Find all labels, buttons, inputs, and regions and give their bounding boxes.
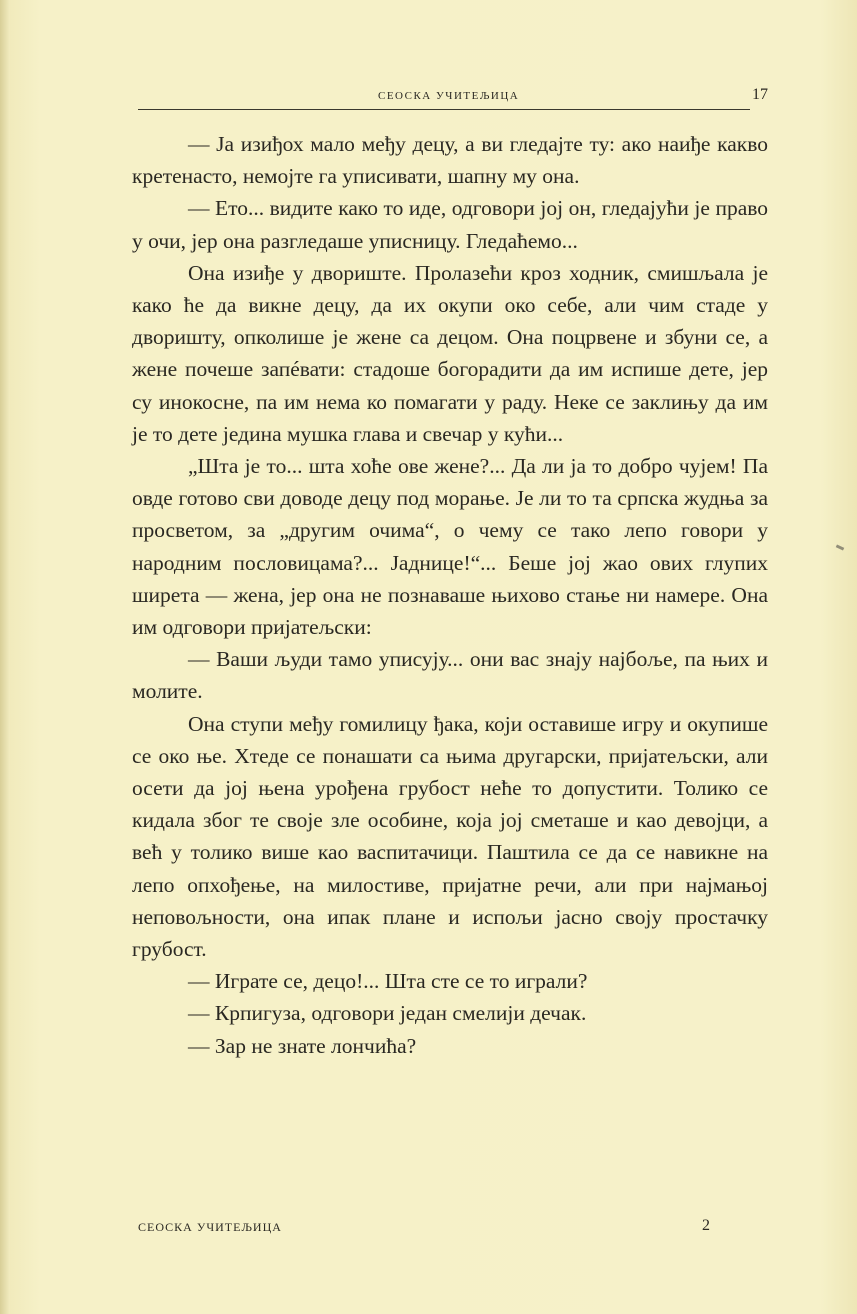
paragraph: — Крпигуза, одговори један смелији дечак.: [188, 1001, 587, 1026]
paragraph: — Играте се, децо!... Шта сте се то играли?: [188, 969, 588, 994]
page-number: 17: [752, 86, 768, 103]
paragraph: Она изиђе у двориште. Пролазећи кроз ходник, смишљала је како ће да викне децу, да их окупи око себе, али чим стаде у дворишту, опколише је жене са децом. Она поцрвене и збуни се, а жене почеше запéвати: стадоше богорадити да им испише дете, јер су инокосне, па им нема ко помагати у раду. Неке се заклињу да им је то дете једина мушка глава и свечар у кући...: [132, 260, 768, 446]
paragraph: — Ваши људи тамо уписују... они вас знају најбоље, па њих и молите.: [132, 647, 768, 704]
sheet-number: 2: [702, 1217, 710, 1234]
page-binding-edge: [0, 0, 10, 1314]
page-header: [138, 86, 768, 112]
paragraph: — Ја изиђох мало међу децу, а ви гледајте ту: ако наиђе какво кретенасто, немојте га уписивати, шапну му она.: [132, 132, 768, 189]
paragraph: „Шта је то... шта хоће ове жене?... Да ли ја то добро чујем! Па овде готово сви доводе децу под морање. Је ли то та српска жудња за просветом, за „другим очима“, о чему се тако лепо говори у народним пословицама?... Јаднице!“... Беше јој жао ових глупих ширета — жена, јер она не познаваше њихово стање ни намере. Она им одговори пријатељски:: [132, 454, 768, 640]
header-rule: [138, 109, 750, 110]
paragraph: Она ступи међу гомилицу ђака, који оставише игру и окупише се око ње. Хтеде се понашати са њима другарски, пријатељски, али осети да јој њена урођена грубост неће то допустити. Толико се кидала због те своје зле особине, која јој сметаше и као девојци, а већ у толико више као васпитачици. Паштила се да се навикне на лепо опхођење, на милостиве, пријатне речи, али при најмањој неповољности, она ипак плане и испољи јасно своју простачку грубост.: [132, 711, 768, 962]
footer-signature: СЕОСКА УЧИТЕЉИЦА: [138, 1220, 282, 1234]
page-footer: [138, 1217, 710, 1240]
paper-speck: [836, 544, 845, 550]
paragraph: — Ето... видите како то иде, одговори јој он, гледајући је право у очи, јер она разгледаше уписницу. Гледаћемо...: [132, 196, 768, 253]
running-head: СЕОСКА УЧИТЕЉИЦА: [378, 90, 520, 102]
body-text: [132, 128, 768, 1062]
paragraph: — Зар не знате лончића?: [188, 1033, 417, 1058]
